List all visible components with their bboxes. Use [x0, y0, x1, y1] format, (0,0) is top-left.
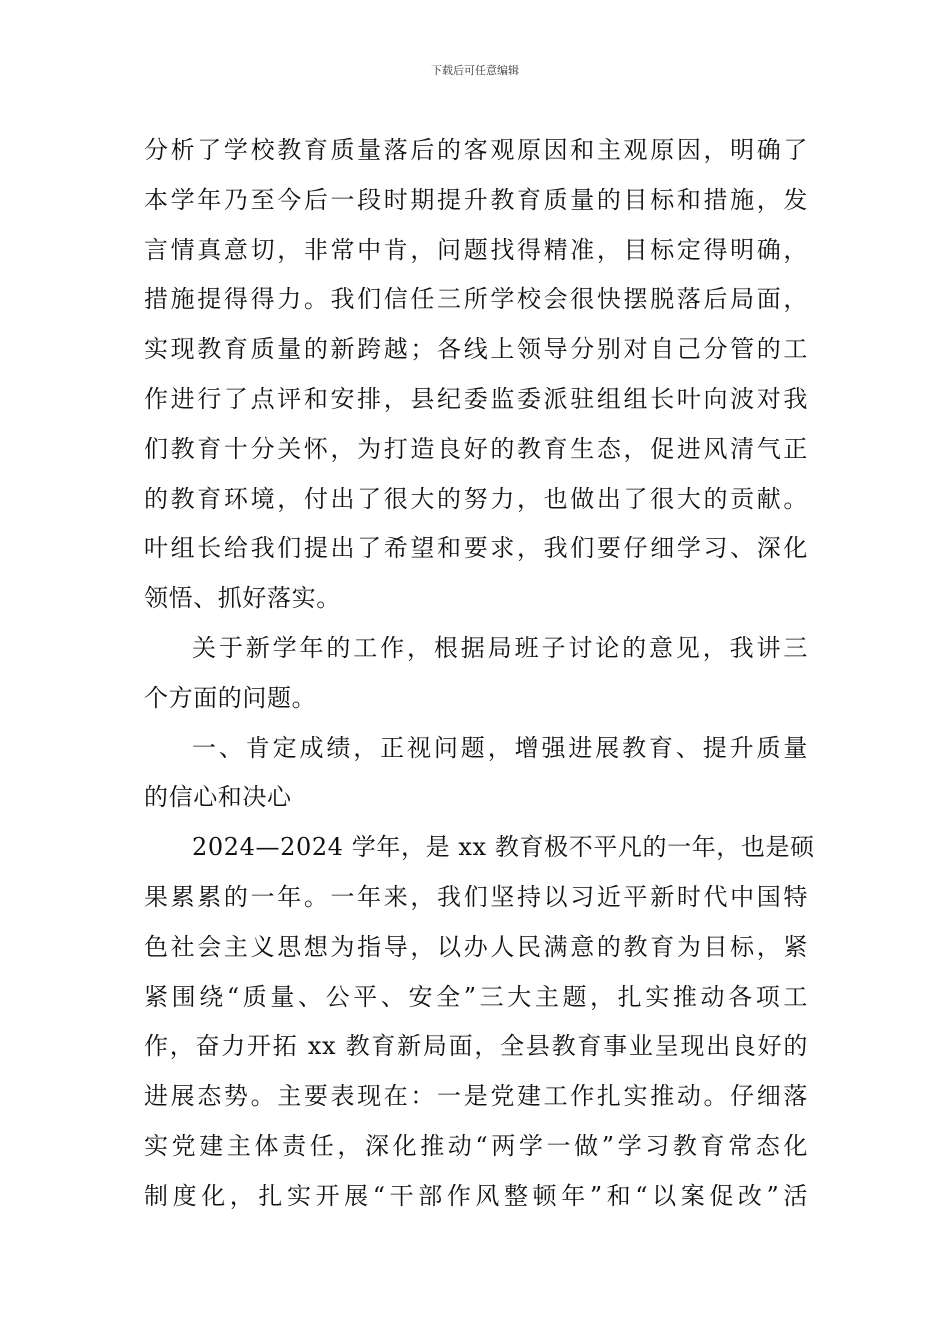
text-line: 领悟、抓好落实。	[144, 584, 341, 613]
text-line: 作进行了点评和安排，县纪委监委派驻组组长叶向波对我	[144, 384, 808, 413]
text-line: 紧围绕“质量、公平、安全”三大主题，扎实推动各项工	[144, 982, 808, 1011]
text-line: 实党建主体责任，深化推动“两学一做”学习教育常态化	[144, 1131, 808, 1160]
text-line: 们教育十分关怀，为打造良好的教育生态，促进风清气正	[144, 434, 808, 463]
text-line: 个方面的问题。	[144, 683, 317, 712]
section-heading-line: 的信心和决心	[144, 783, 292, 812]
section-heading-line: 一、肯定成绩，正视问题，增强进展教育、提升质量	[192, 733, 808, 762]
text-line: 的教育环境，付出了很大的努力，也做出了很大的贡献。	[144, 484, 808, 513]
text-line: 果累累的一年。一年来，我们坚持以习近平新时代中国特	[144, 882, 808, 911]
text-line: 色社会主义思想为指导，以办人民满意的教育为目标，紧	[144, 932, 808, 961]
text-line: 实现教育质量的新跨越；各线上领导分别对自己分管的工	[144, 335, 808, 364]
text-line: 分析了学校教育质量落后的客观原因和主观原因，明确了	[144, 136, 808, 164]
paragraph-start-line: 关于新学年的工作，根据局班子讨论的意见，我讲三	[192, 633, 808, 662]
text-line: 措施提得得力。我们信任三所学校会很快摆脱落后局面，	[144, 285, 808, 314]
text-line: 本学年乃至今后一段时期提升教育质量的目标和措施，发	[144, 185, 808, 214]
document-body	[144, 126, 815, 1222]
text-line: 进展态势。主要表现在：一是党建工作扎实推动。仔细落	[144, 1082, 808, 1111]
text-line: 作，奋力开拓 xx 教育新局面，全县教育事业呈现出良好的	[144, 1032, 808, 1061]
text-line: 言情真意切，非常中肯，问题找得精准，目标定得明确，	[144, 235, 808, 264]
text-line: 叶组长给我们提出了希望和要求，我们要仔细学习、深化	[144, 534, 808, 563]
paragraph-start-line: 2024—2024 学年，是 xx 教育极不平凡的一年，也是硕	[192, 833, 815, 862]
text-line: 制度化，扎实开展“干部作风整顿年”和“以案促改”活	[144, 1181, 808, 1210]
page-header-note: 下载后可任意编辑	[431, 64, 519, 77]
